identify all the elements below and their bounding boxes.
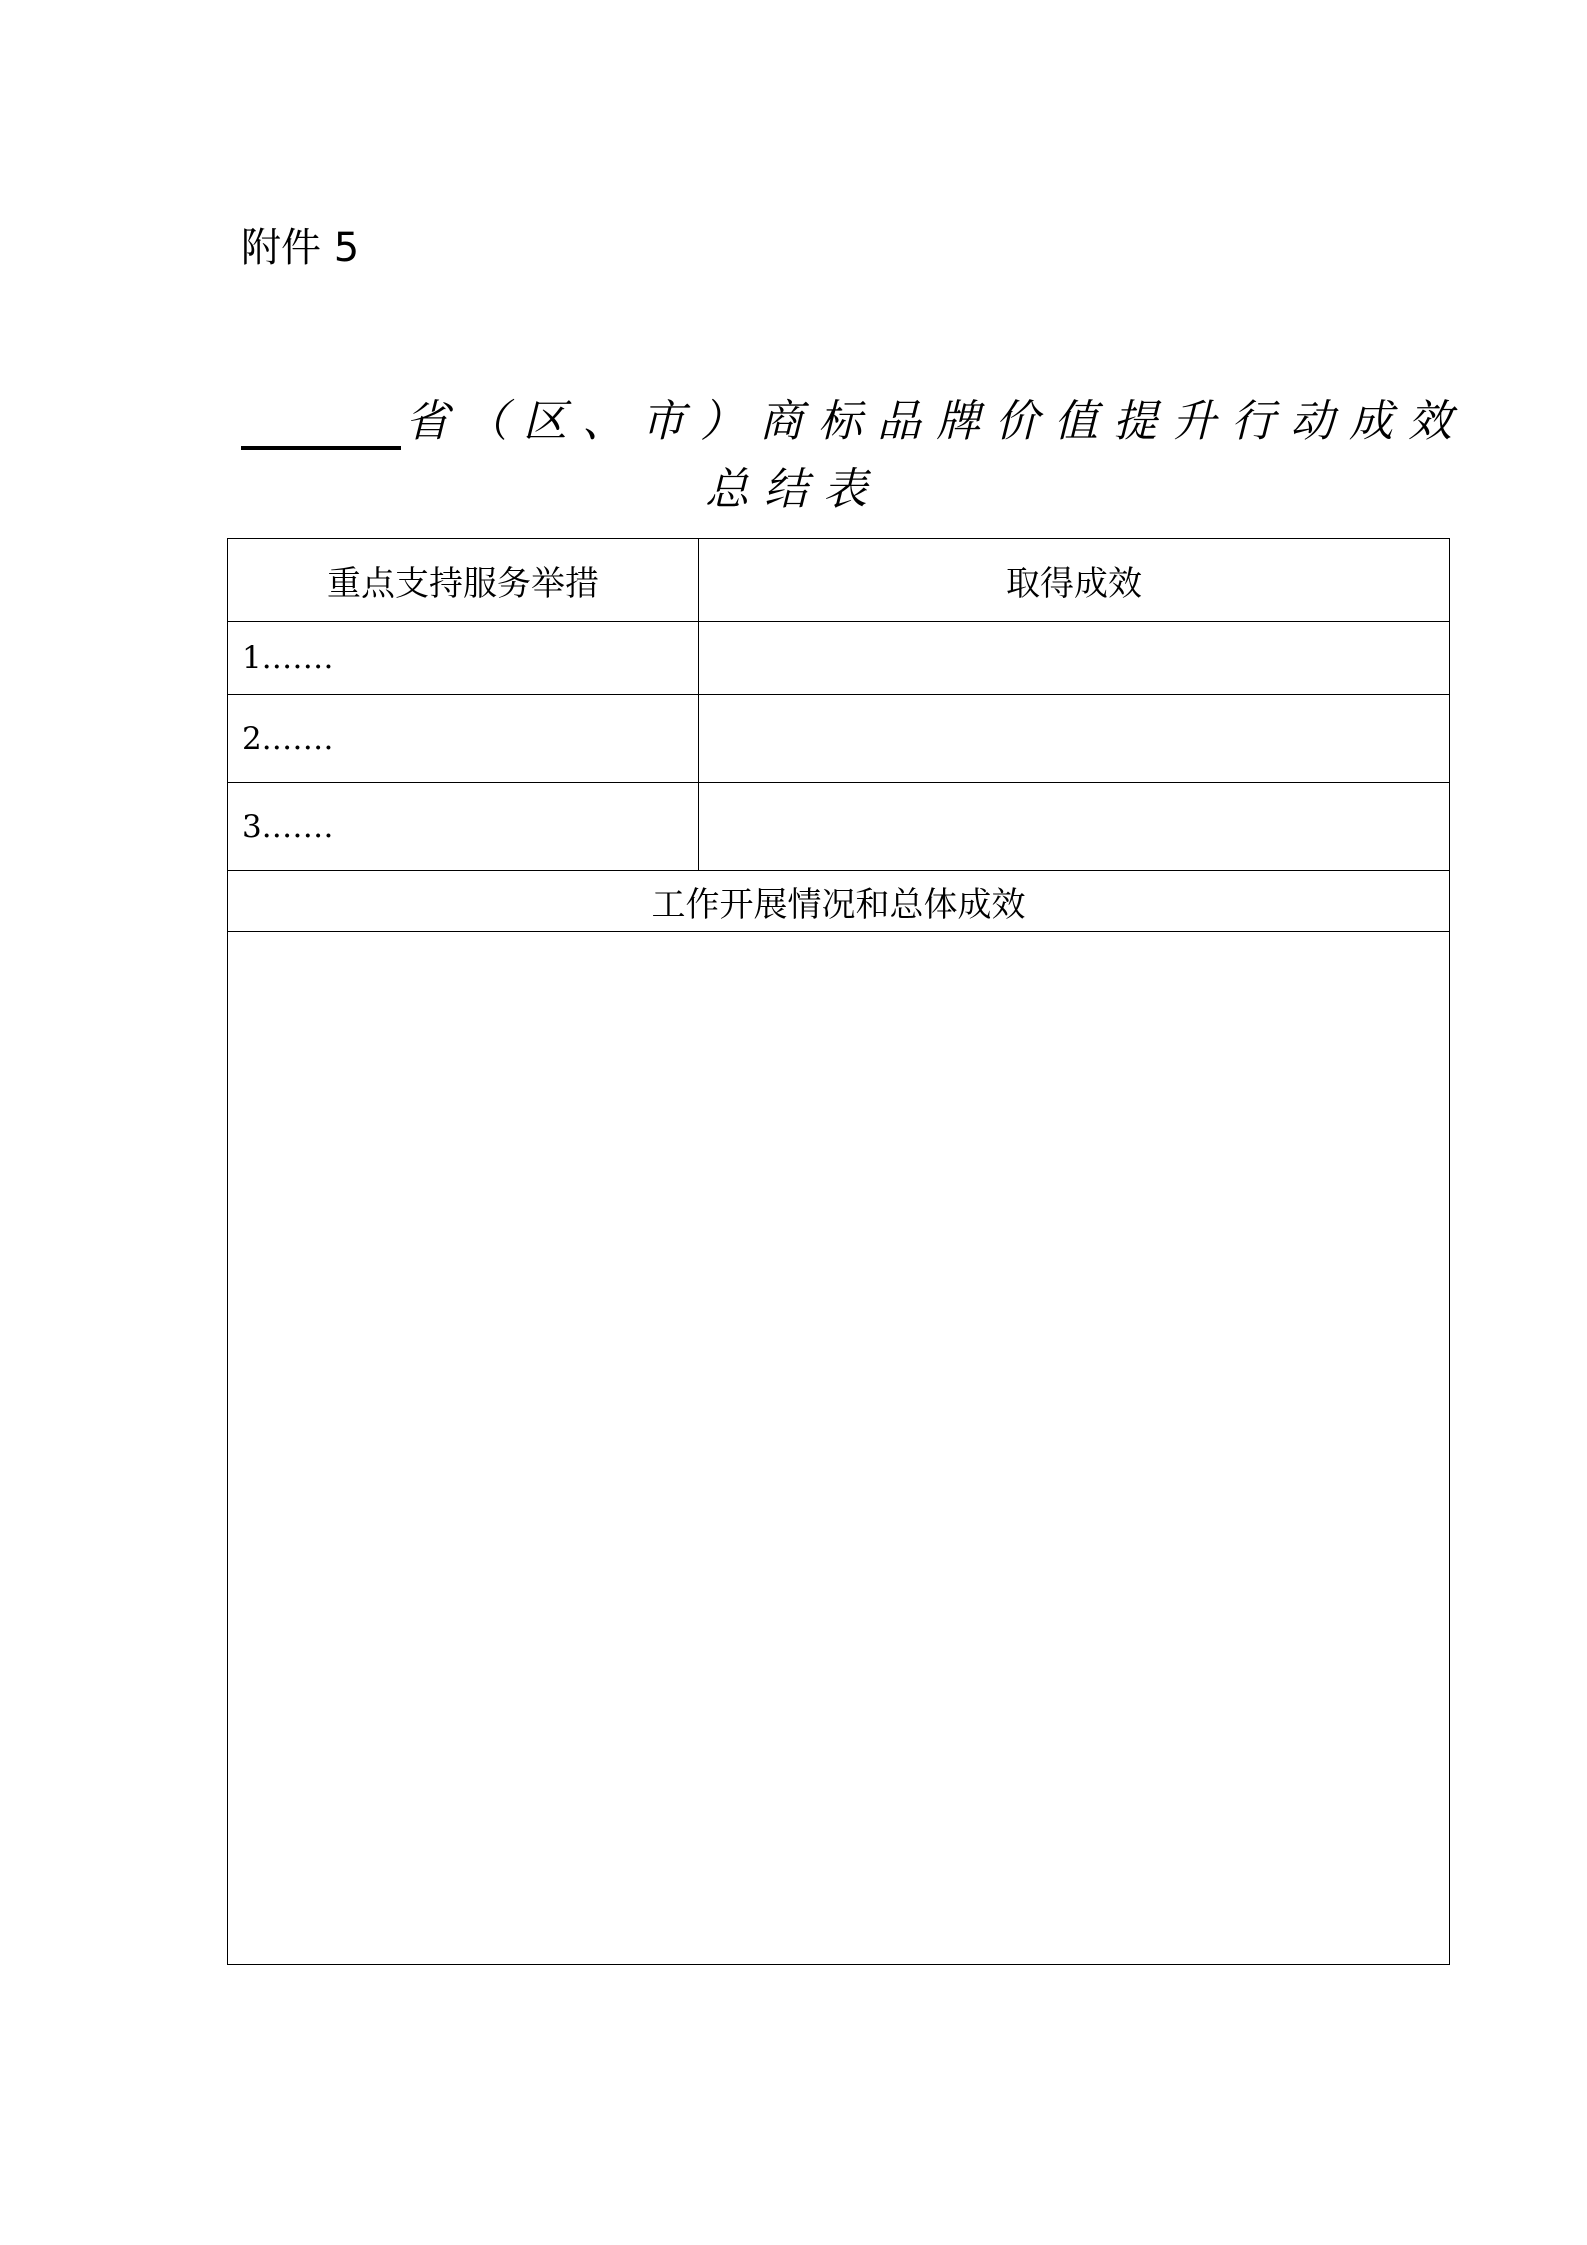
attachment-label: 附件 5 <box>241 225 360 271</box>
form-title-line1: 省（区、市）商标品牌价值提升行动成效 <box>405 396 1467 447</box>
result-cell-3 <box>699 783 1450 871</box>
overall-results-area <box>228 932 1450 1965</box>
result-cell-2 <box>699 695 1450 783</box>
result-cell-1 <box>699 622 1450 695</box>
table-row <box>228 622 1450 695</box>
measure-item-3: 3.…… <box>228 783 699 871</box>
form-title <box>241 380 1467 450</box>
header-measures: 重点支持服务举措 <box>228 539 699 622</box>
measure-item-2: 2.…… <box>228 695 699 783</box>
summary-table <box>227 538 1450 1965</box>
measure-item-1: 1.…… <box>228 622 699 695</box>
section-header-overall: 工作开展情况和总体成效 <box>228 871 1450 932</box>
table-row <box>228 783 1450 871</box>
form-title-line2: 总结表 <box>705 464 882 515</box>
section-body-row <box>228 932 1450 1965</box>
table-header-row <box>228 539 1450 622</box>
header-results: 取得成效 <box>699 539 1450 622</box>
table-row <box>228 695 1450 783</box>
section-header-row <box>228 871 1450 932</box>
province-blank-line <box>241 404 401 450</box>
